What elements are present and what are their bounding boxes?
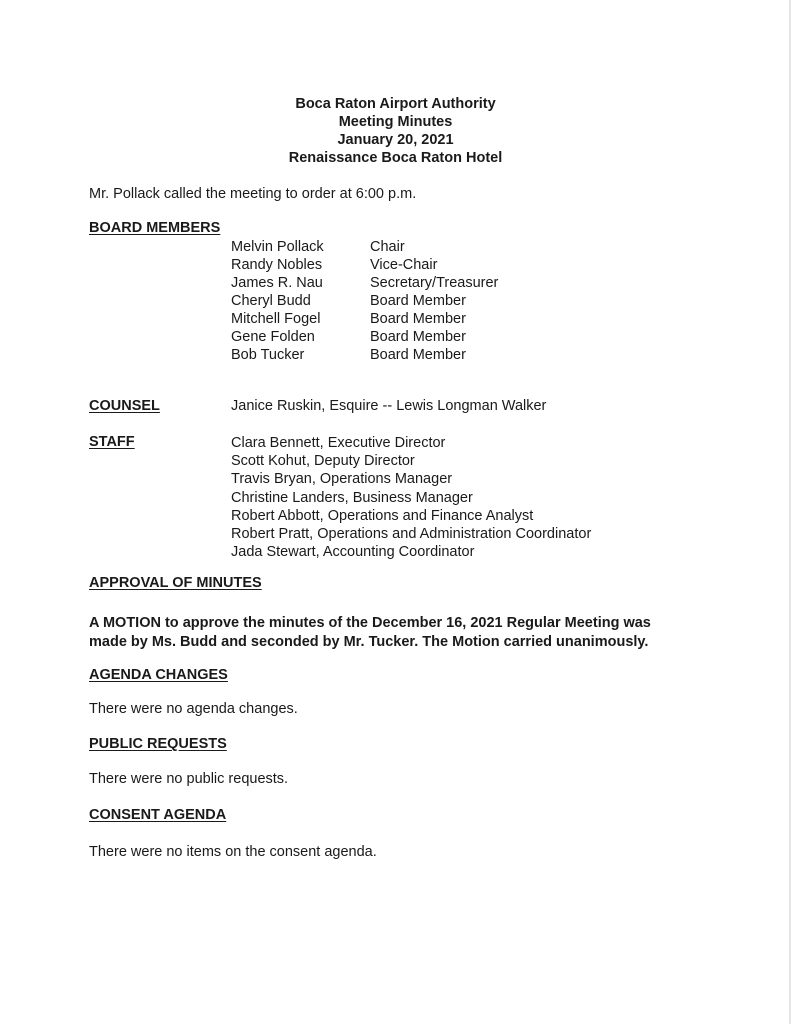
- list-item: Robert Pratt, Operations and Administration Coordinator: [231, 526, 592, 543]
- call-to-order-text: Mr. Pollack called the meeting to order at 6:00 p.m.: [89, 186, 417, 202]
- member-role: Board Member: [370, 311, 466, 327]
- list-item: Robert Abbott, Operations and Finance Analyst: [231, 507, 534, 524]
- table-row: [231, 274, 498, 292]
- meeting-date: January 20, 2021: [337, 132, 454, 148]
- table-row: [231, 310, 498, 328]
- member-name: Gene Folden: [231, 329, 315, 345]
- document-type: Meeting Minutes: [338, 114, 453, 130]
- member-name: James R. Nau: [231, 275, 323, 291]
- staff-heading: STAFF: [89, 434, 135, 450]
- member-role: Board Member: [370, 347, 466, 363]
- member-name: Melvin Pollack: [231, 239, 324, 255]
- consent-agenda-heading: CONSENT AGENDA: [89, 807, 227, 823]
- approval-motion-text: [89, 614, 729, 652]
- member-role: Board Member: [370, 329, 466, 345]
- counsel-heading: COUNSEL: [89, 398, 160, 414]
- table-row: [231, 346, 498, 364]
- list-item: Jada Stewart, Accounting Coordinator: [231, 544, 475, 561]
- motion-line: made by Ms. Budd and seconded by Mr. Tucker. The Motion carried unanimously.: [89, 634, 649, 650]
- approval-of-minutes-heading: APPROVAL OF MINUTES: [89, 575, 262, 591]
- table-row: [231, 238, 498, 256]
- meeting-location: Renaissance Boca Raton Hotel: [288, 150, 503, 166]
- list-item: Christine Landers, Business Manager: [231, 489, 473, 506]
- motion-line: A MOTION to approve the minutes of the December 16, 2021 Regular Meeting was: [89, 615, 651, 631]
- member-name: Bob Tucker: [231, 347, 305, 363]
- member-name: Randy Nobles: [231, 257, 323, 273]
- member-role: Chair: [370, 239, 405, 255]
- list-item: Travis Bryan, Operations Manager: [231, 471, 453, 488]
- document-header: [0, 95, 791, 167]
- member-name: Cheryl Budd: [231, 293, 311, 309]
- member-role: Secretary/Treasurer: [370, 275, 499, 291]
- list-item: Clara Bennett, Executive Director: [231, 435, 446, 451]
- agenda-changes-heading: AGENDA CHANGES: [89, 667, 228, 683]
- board-members-table: [231, 238, 498, 364]
- counsel-text: Janice Ruskin, Esquire -- Lewis Longman Walker: [231, 398, 547, 414]
- agenda-changes-text: There were no agenda changes.: [89, 701, 298, 717]
- member-role: Vice-Chair: [370, 257, 438, 273]
- list-item: Scott Kohut, Deputy Director: [231, 453, 415, 470]
- organization-name: Boca Raton Airport Authority: [295, 96, 496, 112]
- table-row: [231, 292, 498, 310]
- public-requests-text: There were no public requests.: [89, 771, 289, 787]
- table-row: [231, 328, 498, 346]
- consent-agenda-text: There were no items on the consent agenda.: [89, 844, 377, 860]
- member-name: Mitchell Fogel: [231, 311, 321, 327]
- board-members-heading: BOARD MEMBERS: [89, 220, 221, 236]
- member-role: Board Member: [370, 293, 466, 309]
- public-requests-heading: PUBLIC REQUESTS: [89, 736, 227, 752]
- staff-list: [231, 434, 591, 561]
- table-row: [231, 256, 498, 274]
